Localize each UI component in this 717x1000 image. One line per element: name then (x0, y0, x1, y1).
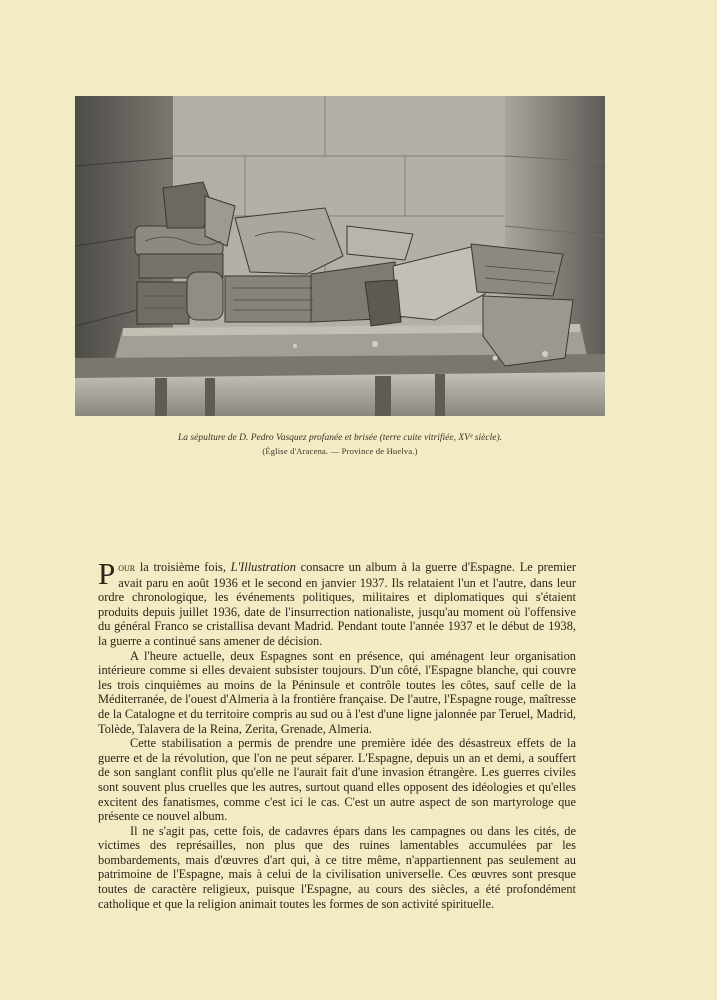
drop-cap: P (98, 556, 116, 591)
tomb-photograph (75, 96, 605, 416)
paragraph-1-text-a: la troisième fois, (135, 560, 231, 574)
caption-location: (Église d'Aracena. — Province de Huelva.) (262, 446, 418, 456)
article-body (98, 556, 576, 911)
publication-title: L'Illustration (230, 560, 296, 574)
paragraph-1-text-b: consacre un album à la guerre d'Espagne. Le premier avait paru en août 1936 et le second en janvier 1937. Ils relataient l'un et l'autre, dans leur ordre chronologique, les événements politiques, militaires et diplomatiques qui s'étaient produits depuis juillet 1936, date de l'insurrection nationaliste, jusqu'au moment où l'offensive du général Franco se cristallisa devant Madrid. Pendant toute l'année 1937 et le début de 1938, la guerre a continué sans amener de décision. (98, 560, 576, 648)
photo-caption (75, 432, 605, 458)
paragraph-4: Il ne s'agit pas, cette fois, de cadavres épars dans les campagnes ou dans les cités, de victimes des représailles, non plus que des ruines lamentables accumulées par les bombardements, mais d'œuvres d'art qui, à ce titre même, n'appartiennent pas seulement au patrimoine de l'Espagne, mais à celui de la civilisation universelle. Ces œuvres sont presque toutes de caractère religieux, puisque l'Espagne, au cours des siècles, a été profondément catholique et que la religion animait toutes les formes de son activité spirituelle. (98, 823, 576, 911)
paragraph-1 (98, 556, 576, 649)
caption-main: La sépulture de D. Pedro Vasquez profanée et brisée (terre cuite vitrifiée, XVᵉ siècle). (178, 433, 502, 443)
paragraph-3: Cette stabilisation a permis de prendre une première idée des désastreux effets de la guerre et de la révolution, que l'on ne peut séparer. L'Espagne, depuis un an et demi, a souffert de son sanglant conflit plus qu'elle ne l'aurait fait d'une invasion étrangère. Les guerres civiles sont souvent plus cruelles que les autres, surtout quand elles opposent des idéologies et qu'elles excitent des fanatismes, comme c'est ici le cas. C'est un autre aspect de son martyrologe que présente ce nouvel album. (98, 736, 576, 824)
paragraph-2: A l'heure actuelle, deux Espagnes sont en présence, qui aménagent leur organisation intérieure comme si elles devaient subsister toujours. D'un côté, l'Espagne blanche, qui couvre les trois cinquièmes au moins de la Péninsule et contrôle toutes les côtes, sauf celle de la Méditerranée, de l'ouest d'Almeria à la frontière française. De l'autre, l'Espagne rouge, maîtresse de la Catalogne et du territoire compris au sud ou à l'est d'une ligne jalonnée par Teruel, Madrid, Tolède, Talavera de la Reina, Zerita, Grenade, Almeria. (98, 648, 576, 736)
opening-smallcaps: our (118, 562, 136, 574)
tomb-photograph-image (75, 96, 605, 416)
